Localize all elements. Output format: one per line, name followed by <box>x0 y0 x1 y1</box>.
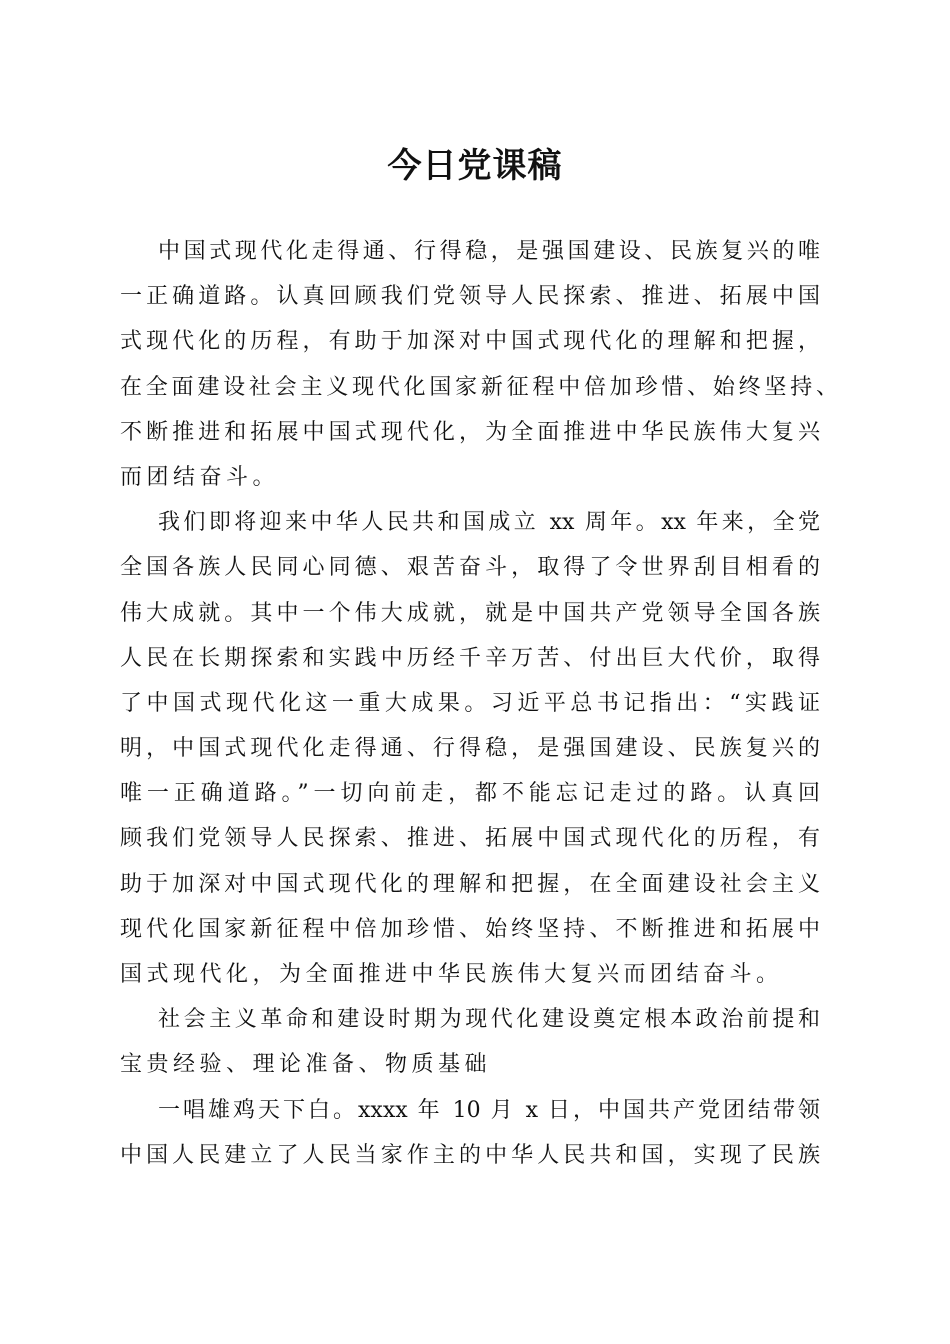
text-line: 伟大成就。其中一个伟大成就，就是中国共产党领导全国各族 <box>120 600 820 626</box>
text-line: 在全面建设社会主义现代化国家新征程中倍加珍惜、始终坚持、 <box>120 374 838 400</box>
paragraph <box>120 229 838 500</box>
text-line: 现代化国家新征程中倍加珍惜、始终坚持、不断推进和拓展中 <box>120 916 820 942</box>
text-line: 唯一正确道路。”一切向前走，都不能忘记走过的路。认真回 <box>120 781 820 807</box>
text-line: 国式现代化，为全面推进中华民族伟大复兴而团结奋斗。 <box>120 962 783 987</box>
document-title: 今日党课稿 <box>387 146 563 186</box>
text-line: 而团结奋斗。 <box>120 464 280 490</box>
text-line: 式现代化的历程，有助于加深对中国式现代化的理解和把握， <box>120 329 820 355</box>
text-line: 我们即将迎来中华人民共和国成立 xx 周年。xx 年来，全党 <box>158 510 820 536</box>
text-line: 不断推进和拓展中国式现代化，为全面推进中华民族伟大复兴 <box>120 419 820 445</box>
text-line: 中国式现代化走得通、行得稳，是强国建设、民族复兴的唯 <box>158 239 820 264</box>
text-line: 明，中国式现代化走得通、行得稳，是强国建设、民族复兴的 <box>120 736 820 762</box>
text-line: 一唱雄鸡天下白。xxxx 年 10 月 x 日，中国共产党团结带领 <box>158 1097 820 1123</box>
document-body <box>120 229 838 1178</box>
text-line: 全国各族人民同心同德、艰苦奋斗，取得了令世界刮目相看的 <box>120 555 820 581</box>
paragraph <box>120 1088 820 1178</box>
paragraph <box>120 997 820 1087</box>
text-line: 了中国式现代化这一重大成果。习近平总书记指出：“实践证 <box>120 690 820 716</box>
text-line: 社会主义革命和建设时期为现代化建设奠定根本政治前提和 <box>158 1007 820 1033</box>
text-line: 中国人民建立了人民当家作主的中华人民共和国，实现了民族 <box>120 1142 820 1168</box>
paragraph <box>120 500 820 997</box>
text-line: 顾我们党领导人民探索、推进、拓展中国式现代化的历程，有 <box>120 826 820 852</box>
text-line: 助于加深对中国式现代化的理解和把握，在全面建设社会主义 <box>120 871 820 897</box>
text-line: 宝贵经验、理论准备、物质基础 <box>120 1052 492 1078</box>
text-line: 一正确道路。认真回顾我们党领导人民探索、推进、拓展中国 <box>120 284 820 310</box>
text-line: 人民在长期探索和实践中历经千辛万苦、付出巨大代价，取得 <box>120 645 820 671</box>
